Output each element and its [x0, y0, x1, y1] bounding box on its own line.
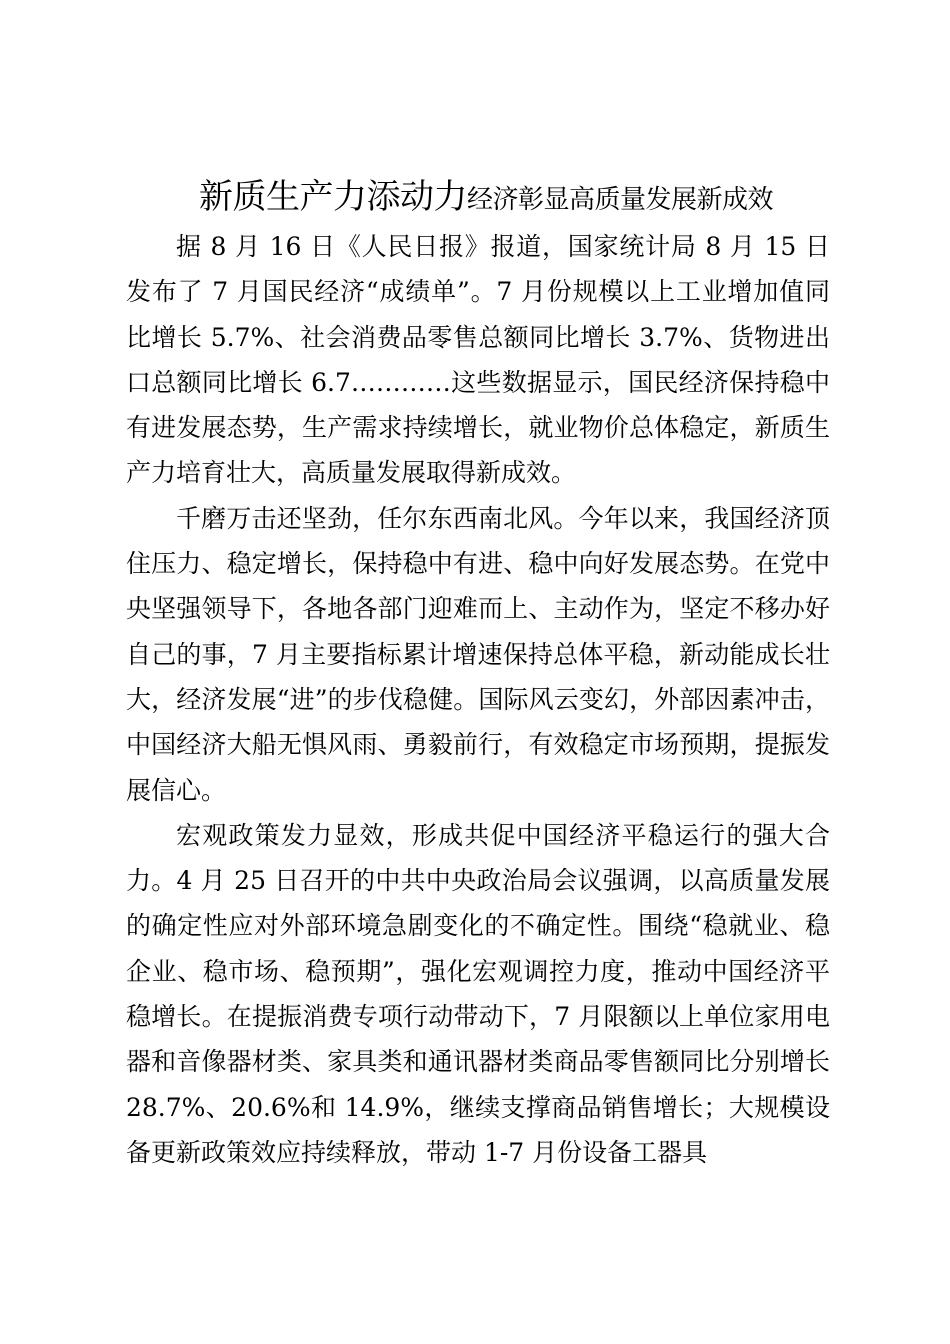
- title-sub: 经济彰显高质量发展新成效: [466, 185, 773, 215]
- article-body: [126, 224, 830, 1175]
- article-title: [126, 172, 846, 222]
- paragraph-2: 千磨万击还坚劲，任尔东西南北风。今年以来，我国经济顶住压力、稳定增长，保持稳中有进、稳中向好发展态势。在党中央坚强领导下，各地各部门迎难而上、主动作为，坚定不移办好自己的事，7 月主要指标累计增速保持总体平稳，新动能成长壮大，经济发展“进”的步伐稳健。国际风云变幻，外部因素冲击，中国经济大船无惧风雨、勇毅前行，有效稳定市场预期，提振发展信心。: [126, 503, 830, 805]
- title-main: 新质生产力添动力: [198, 177, 467, 217]
- paragraph-3: 宏观政策发力显效，形成共促中国经济平稳运行的强大合力。4 月 25 日召开的中共中央政治局会议强调，以高质量发展的确定性应对外部环境急剧变化的不确定性。围绕“稳就业、稳企业、稳市场、稳预期”，强化宏观调控力度，推动中国经济平稳增长。在提振消费专项行动带动下，7 月限额以上单位家用电器和音像器材类、家具类和通讯器材类商品零售额同比分别增长 28.7%、20.6%和 14.9%，继续支撑商品销售增长；大规模设备更新政策效应持续释放，带动 1-7 月份设备工器具: [126, 820, 830, 1167]
- paragraph-1: 据 8 月 16 日《人民日报》报道，国家统计局 8 月 15 日发布了 7 月国民经济“成绩单”。7 月份规模以上工业增加值同比增长 5.7%、社会消费品零售总额同比增长 3.7%、货物进出口总额同比增长 6.7…………这些数据显示，国民经济保持稳中有进发展态势，生产需求持续增长，就业物价总体稳定，新质生产力培育壮大，高质量发展取得新成效。: [126, 232, 830, 488]
